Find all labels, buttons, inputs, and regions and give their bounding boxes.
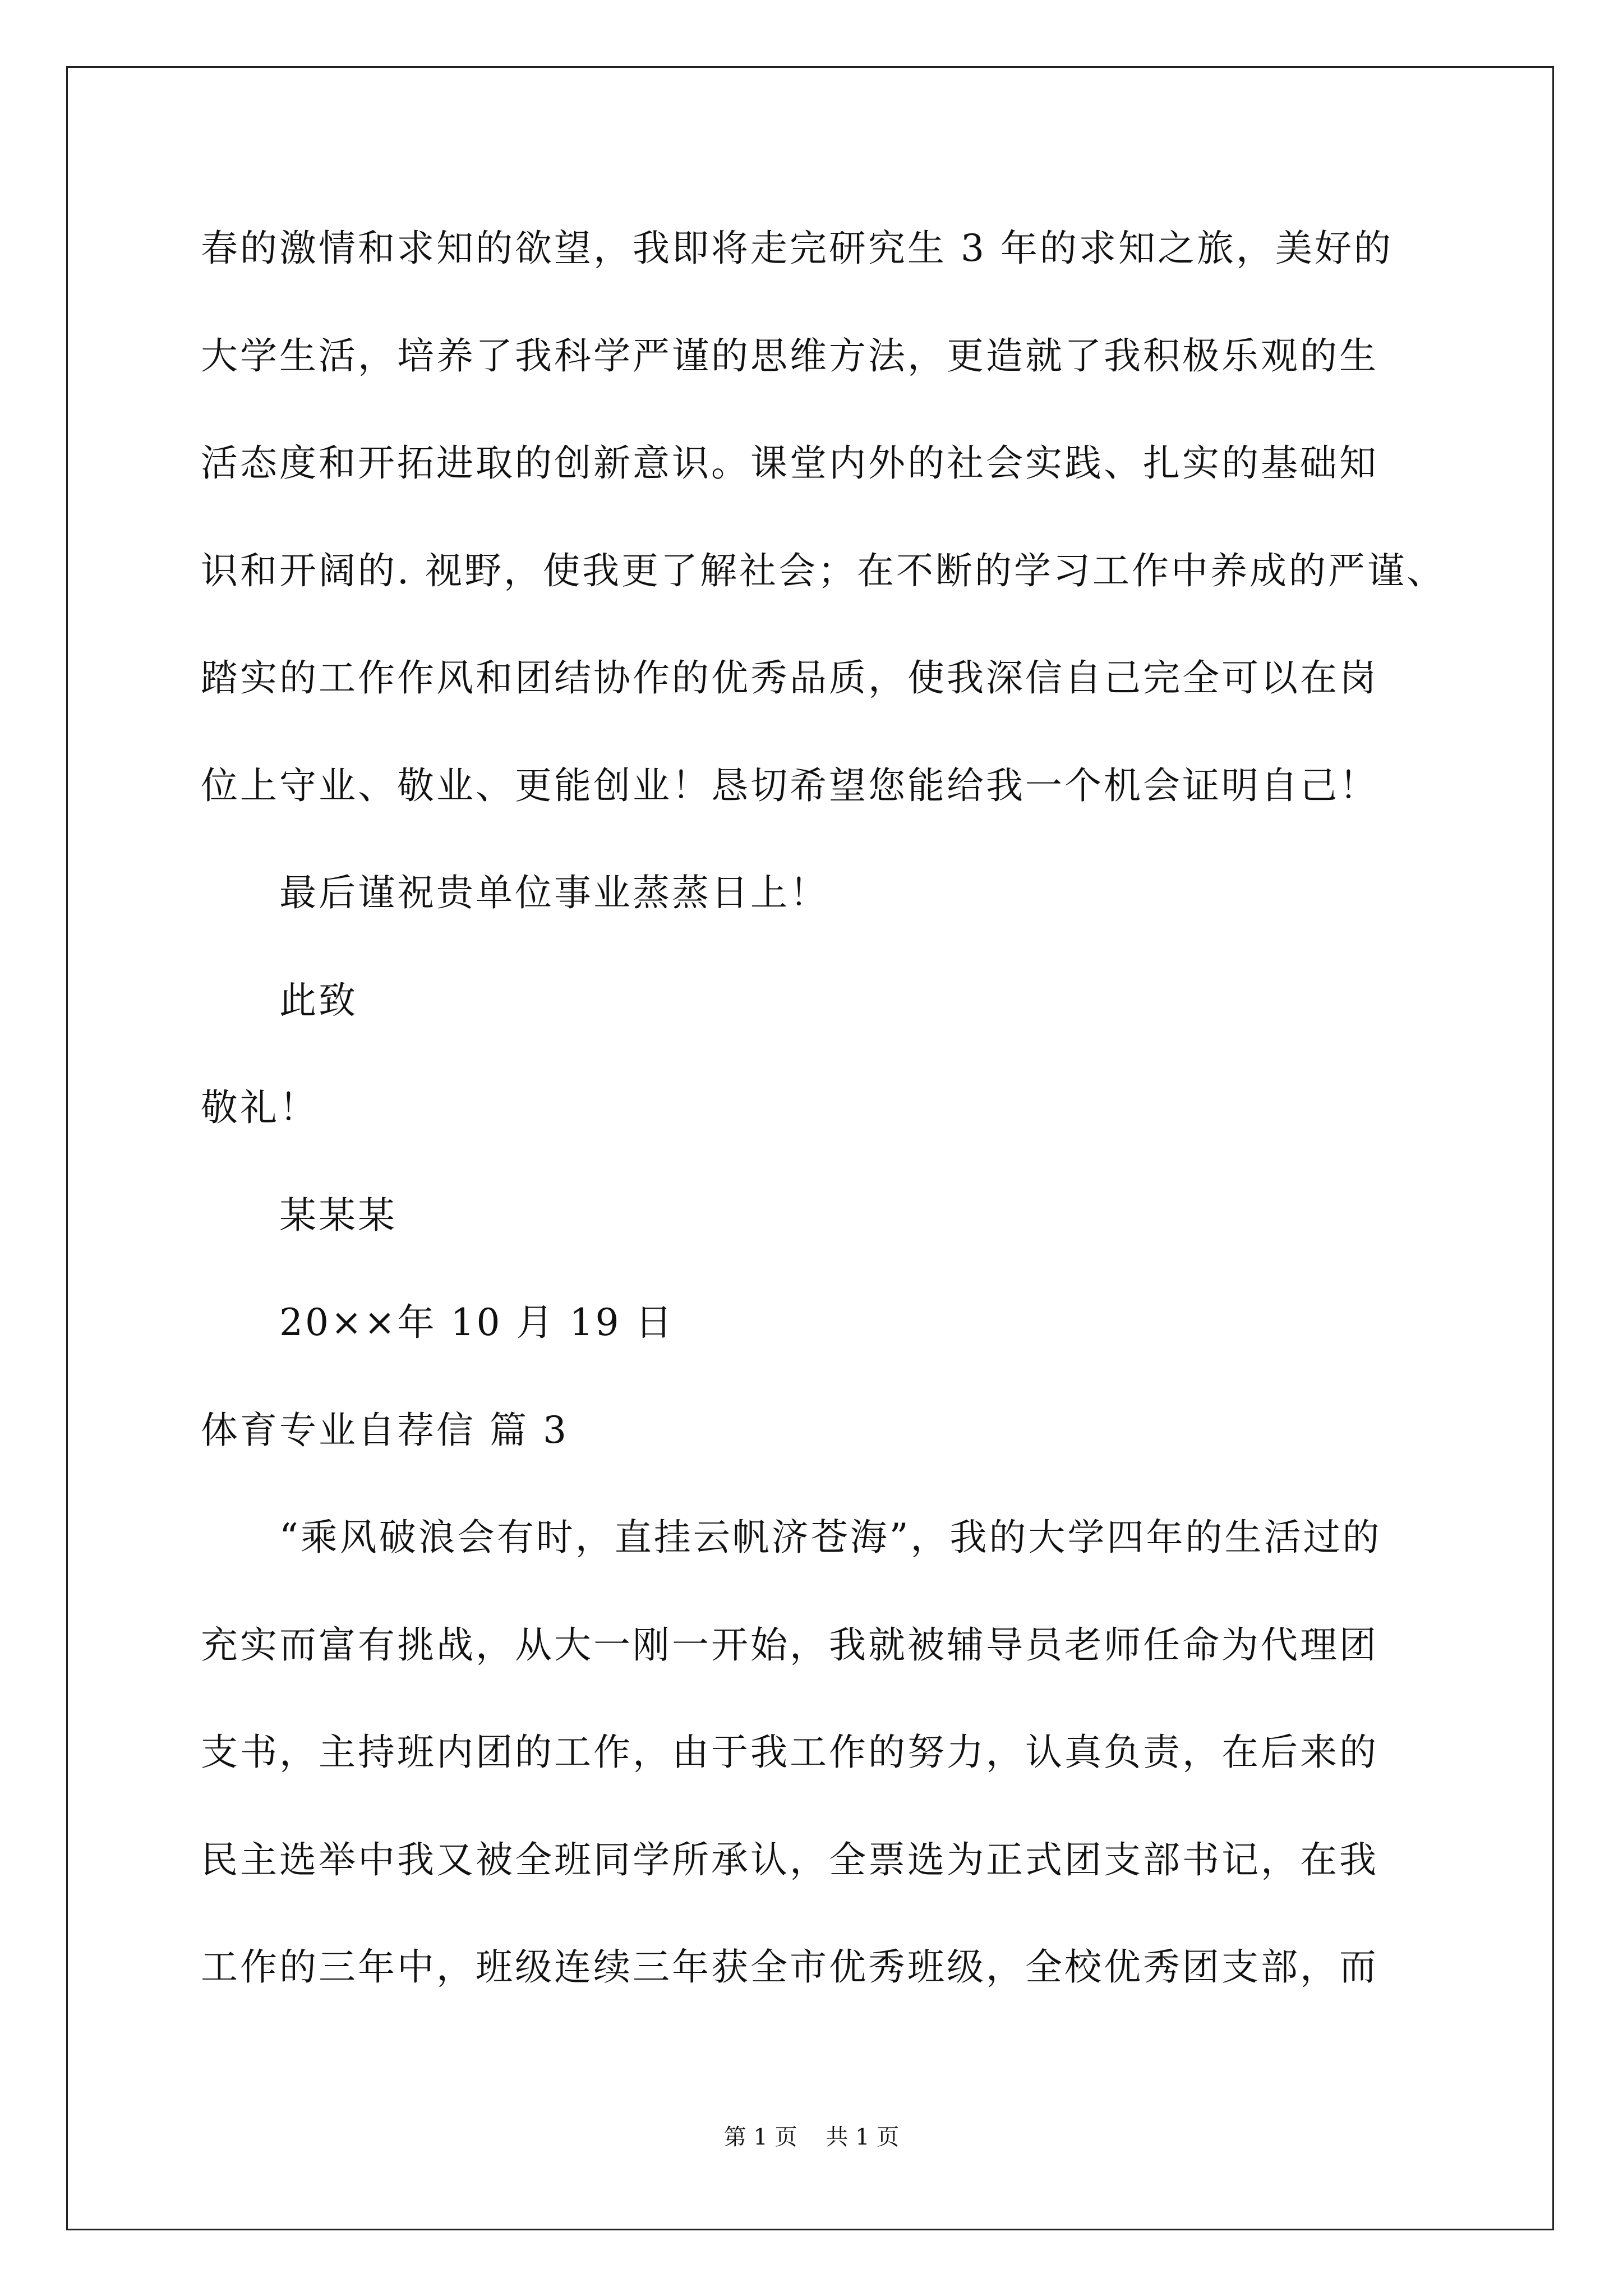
paragraph-line: 支书，主持班内团的工作，由于我工作的努力，认真负责，在后来的 xyxy=(201,1731,1378,1774)
paragraph-line: “乘风破浪会有时，直挂云帆济苍海”，我的大学四年的生活过的 xyxy=(279,1516,1382,1559)
paragraph-line: 活态度和开拓进取的创新意识。课堂内外的社会实践、扎实的基础知 xyxy=(201,441,1378,485)
paragraph-line: 大学生活，培养了我科学严谨的思维方法，更造就了我积极乐观的生 xyxy=(201,334,1378,378)
paragraph-line: 充实而富有挑战，从大一刚一开始，我就被辅导员老师任命为代理团 xyxy=(201,1623,1378,1667)
paragraph-line: 踏实的工作作风和团结协作的优秀品质，使我深信自己完全可以在岗 xyxy=(201,656,1378,700)
closing-wish: 最后谨祝贵单位事业蒸蒸日上！ xyxy=(279,871,829,914)
salutation-cizhi: 此致 xyxy=(279,979,358,1022)
section-heading: 体育专业自荐信 篇 3 xyxy=(201,1409,569,1452)
paragraph-line: 春的激情和求知的欲望，我即将走完研究生 3 年的求知之旅，美好的 xyxy=(201,227,1393,270)
page-border xyxy=(66,66,1554,2230)
salutation-jingli: 敬礼！ xyxy=(201,1086,319,1129)
page-footer: 第 1 页 共 1 页 xyxy=(723,2124,900,2150)
paragraph-line: 工作的三年中，班级连续三年获全市优秀班级，全校优秀团支部，而 xyxy=(201,1945,1378,1989)
paragraph-line: 识和开阔的. 视野，使我更了解社会；在不断的学习工作中养成的严谨、 xyxy=(201,549,1446,592)
signature-name: 某某某 xyxy=(279,1194,397,1237)
paragraph-line: 位上守业、敬业、更能创业！恳切希望您能给我一个机会证明自己！ xyxy=(201,764,1378,807)
signature-date: 20××年 10 月 19 日 xyxy=(279,1301,675,1344)
paragraph-line: 民主选举中我又被全班同学所承认，全票选为正式团支部书记，在我 xyxy=(201,1838,1378,1881)
